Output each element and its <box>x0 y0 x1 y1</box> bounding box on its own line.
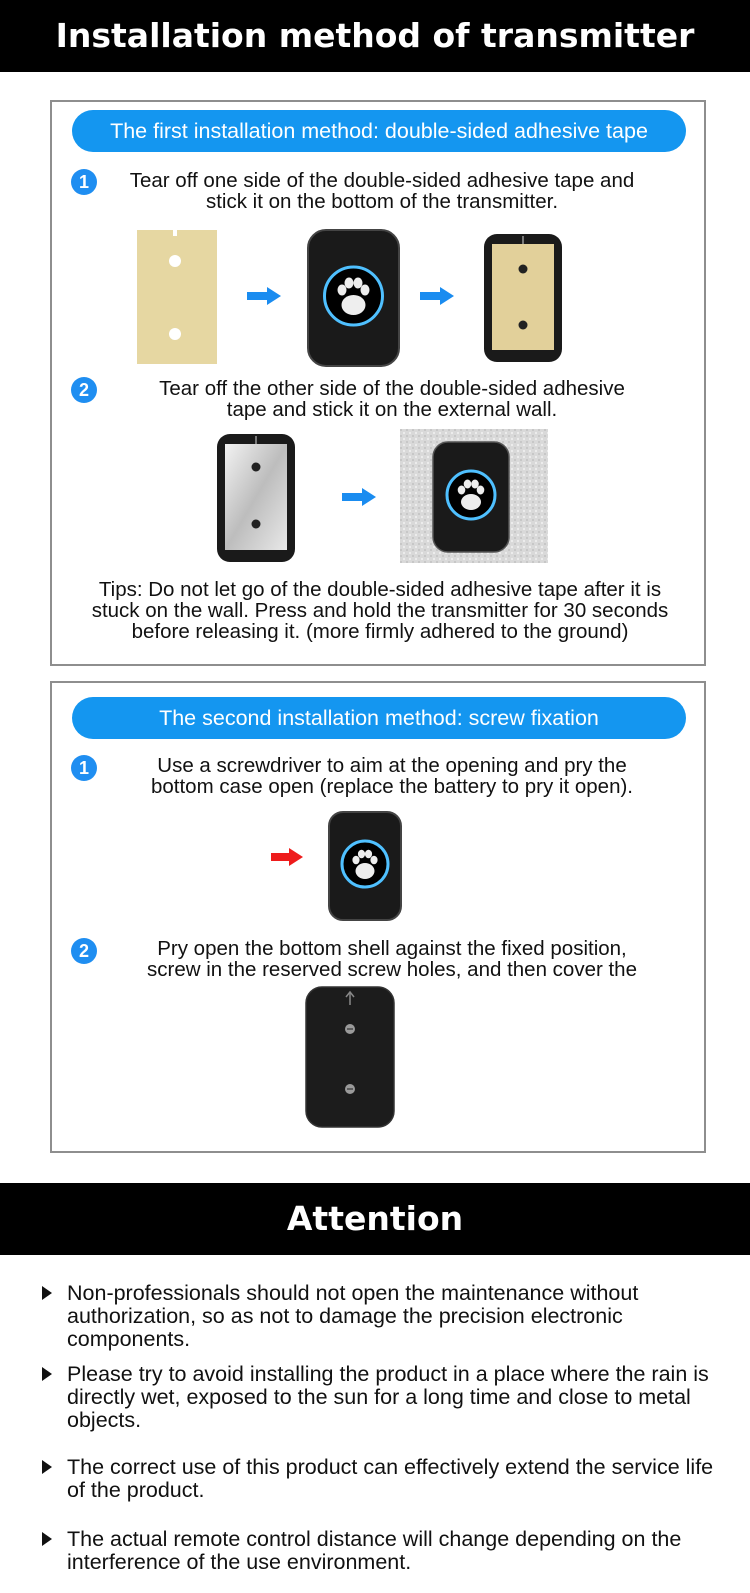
method1-step2-number: 2 <box>71 377 97 403</box>
method2-step2-line2: screw in the reserved screw holes, and then cover the <box>147 958 637 981</box>
transmitter-back-exposed-tape-image <box>215 432 297 564</box>
bullet-triangle-icon <box>40 1458 54 1476</box>
bullet-triangle-icon <box>40 1365 54 1383</box>
method1-step2-line2: tape and stick it on the external wall. <box>226 398 558 421</box>
method2-step1-number: 1 <box>71 755 97 781</box>
method2-step2-text <box>102 938 682 980</box>
method2-title: The second installation method: screw fixation <box>72 697 686 739</box>
method2-step2-line1: Pry open the bottom shell against the fixed position, <box>157 937 627 960</box>
adhesive-tape-image <box>137 230 217 364</box>
method1-step2-text <box>102 378 682 420</box>
arrow-right-icon <box>247 287 281 305</box>
attention-item-text: The correct use of this product can effectively extend the service life of the product. <box>67 1455 714 1502</box>
method1-step1-line2: stick it on the bottom of the transmitter. <box>205 190 559 213</box>
method2-step1-line1: Use a screwdriver to aim at the opening and pry the <box>157 754 627 777</box>
method1-tips <box>56 579 704 642</box>
method2-panel <box>50 681 706 1153</box>
bottom-shell-screws-image <box>304 985 396 1129</box>
attention-item-text: Please try to avoid installing the product in a place where the rain is directly wet, exposed to the sun for a long time and close to metal objects. <box>67 1362 709 1432</box>
method1-step1-line1: Tear off one side of the double-sided adhesive tape and <box>129 169 635 192</box>
method1-tips-line1: Tips: Do not let go of the double-sided adhesive tape after it is <box>98 578 662 601</box>
arrow-right-icon <box>271 848 303 866</box>
method1-step1-number: 1 <box>71 169 97 195</box>
transmitter-front-image <box>306 228 401 368</box>
arrow-right-icon <box>342 488 376 506</box>
transmitter-on-wall-image <box>400 429 548 563</box>
attention-title: Attention <box>0 1183 750 1255</box>
arrow-right-icon <box>420 287 454 305</box>
method1-tips-line3: before releasing it. (more firmly adhered to the ground) <box>131 620 629 643</box>
method1-panel <box>50 100 706 666</box>
method1-tips-line2: stuck on the wall. Press and hold the transmitter for 30 seconds <box>91 599 669 622</box>
attention-item-text: Non-professionals should not open the maintenance without authorization, so as not to damage the precision electronic components. <box>67 1281 639 1351</box>
method2-step1-text <box>102 755 682 797</box>
method1-title: The first installation method: double-sided adhesive tape <box>72 110 686 152</box>
transmitter-back-with-tape-image <box>482 232 564 364</box>
method1-step1-text <box>92 170 672 212</box>
page-title: Installation method of transmitter <box>0 0 750 72</box>
bullet-triangle-icon <box>40 1284 54 1302</box>
method1-step2-line1: Tear off the other side of the double-sided adhesive <box>159 377 625 400</box>
attention-item-text: The actual remote control distance will change depending on the interference of the use environment. <box>67 1527 682 1574</box>
method2-step2-number: 2 <box>71 938 97 964</box>
method2-step1-line2: bottom case open (replace the battery to pry it open). <box>150 775 634 798</box>
transmitter-front-image <box>327 810 403 922</box>
bullet-triangle-icon <box>40 1530 54 1548</box>
